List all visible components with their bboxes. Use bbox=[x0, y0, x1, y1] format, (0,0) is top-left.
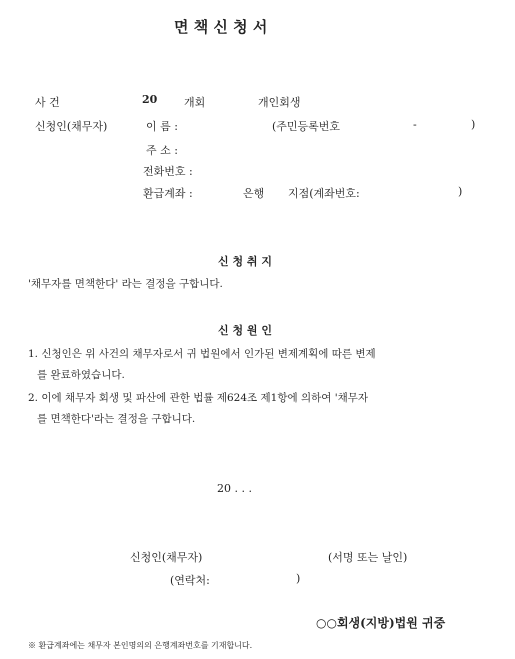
case-type: 개인회생 bbox=[258, 96, 301, 109]
case-label: 사 건 bbox=[35, 96, 60, 109]
contact-close: ) bbox=[296, 572, 301, 585]
id-number-label: (주민등록번호 bbox=[272, 120, 341, 133]
refund-account-note: ※ 환급계좌에는 채무자 본인명의의 은행계좌번호를 기재합니다. bbox=[28, 641, 253, 650]
reason-item-2-line-2: 를 면책한다'라는 결정을 구합니다. bbox=[37, 413, 196, 425]
branch-account-close: ) bbox=[458, 185, 463, 198]
phone-label: 전화번호 : bbox=[143, 165, 193, 178]
signature-applicant-label: 신청인(채무자) bbox=[130, 551, 203, 564]
reason-item-2-line-1: 2. 이에 채무자 회생 및 파산에 관한 법률 제624조 제1항에 의하여 '채무자 bbox=[28, 392, 369, 404]
branch-account-label: 지점(계좌번호: bbox=[288, 187, 360, 200]
name-label: 이 름 : bbox=[146, 120, 178, 133]
address-label: 주 소 : bbox=[146, 144, 178, 157]
bank-label: 은행 bbox=[243, 187, 265, 200]
purpose-heading: 신 청 취 지 bbox=[218, 255, 272, 268]
contact-label: (연락처: bbox=[170, 574, 210, 587]
id-number-close: ) bbox=[471, 118, 476, 131]
refund-account-label: 환급계좌 : bbox=[143, 187, 193, 200]
case-gaehoe: 개회 bbox=[184, 96, 206, 109]
court-addressee: ○○회생(지방)법원 귀중 bbox=[316, 616, 446, 630]
signature-seal-label: (서명 또는 날인) bbox=[328, 551, 408, 564]
reason-item-1-line-2: 를 완료하였습니다. bbox=[37, 369, 125, 381]
id-number-dash: - bbox=[413, 118, 417, 131]
applicant-label: 신청인(채무자) bbox=[35, 120, 108, 133]
case-year-prefix: 20 bbox=[142, 93, 158, 106]
document-title: 면 책 신 청 서 bbox=[174, 18, 268, 36]
reason-heading: 신 청 원 인 bbox=[218, 324, 272, 337]
application-date: 20 . . . bbox=[217, 482, 252, 495]
reason-item-1-line-1: 1. 신청인은 위 사건의 채무자로서 귀 법원에서 인가된 변제계획에 따른 변제 bbox=[28, 348, 376, 360]
purpose-text: '채무자를 면책한다' 라는 결정을 구합니다. bbox=[28, 278, 223, 290]
